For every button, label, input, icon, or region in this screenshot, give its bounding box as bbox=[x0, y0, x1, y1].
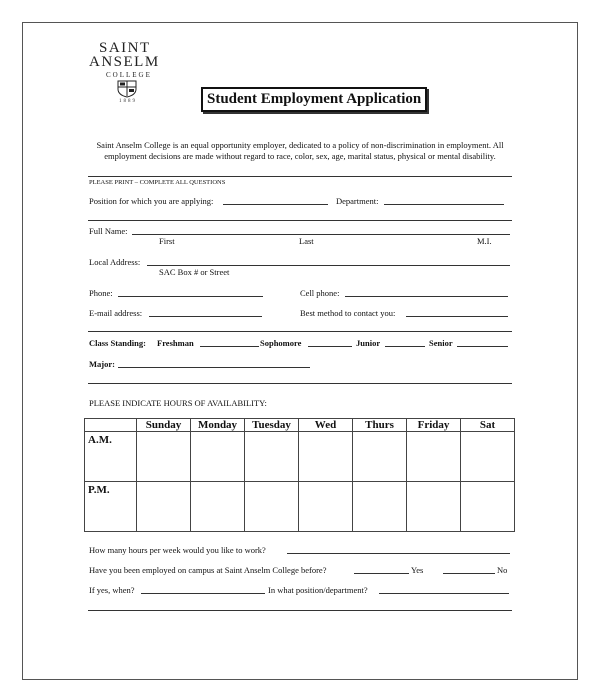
am-sunday-cell[interactable] bbox=[137, 432, 191, 482]
form-title: Student Employment Application bbox=[201, 87, 427, 112]
hours-per-week-label: How many hours per week would you like to work? bbox=[89, 545, 266, 555]
hours-per-week-field[interactable] bbox=[287, 545, 510, 554]
day-header-friday: Friday bbox=[407, 419, 461, 432]
day-header-sunday: Sunday bbox=[137, 419, 191, 432]
cell-phone-label: Cell phone: bbox=[300, 288, 340, 298]
pm-tuesday-cell[interactable] bbox=[245, 482, 299, 532]
yes-label: Yes bbox=[411, 565, 424, 575]
pm-thurs-cell[interactable] bbox=[353, 482, 407, 532]
local-address-label: Local Address: bbox=[89, 257, 141, 267]
logo-text-saint: SAINT bbox=[99, 40, 151, 56]
day-header-thurs: Thurs bbox=[353, 419, 407, 432]
junior-field[interactable] bbox=[385, 338, 425, 347]
cell-phone-field[interactable] bbox=[345, 288, 508, 297]
phone-label: Phone: bbox=[89, 288, 113, 298]
logo-text-anselm: ANSELM bbox=[89, 54, 160, 70]
class-standing-label: Class Standing: bbox=[89, 338, 146, 348]
employed-before-label: Have you been employed on campus at Saint Anselm College before? bbox=[89, 565, 327, 575]
sophomore-field[interactable] bbox=[308, 338, 352, 347]
am-tuesday-cell[interactable] bbox=[245, 432, 299, 482]
middle-initial-caption: M.I. bbox=[477, 236, 492, 246]
divider bbox=[88, 383, 512, 384]
availability-table bbox=[84, 418, 515, 532]
department-label: Department: bbox=[336, 196, 379, 206]
position-department-label: In what position/department? bbox=[268, 585, 368, 595]
form-page bbox=[22, 22, 578, 680]
major-field[interactable] bbox=[118, 359, 310, 368]
crest-icon bbox=[116, 80, 138, 98]
divider bbox=[88, 220, 512, 221]
first-name-caption: First bbox=[159, 236, 175, 246]
employed-no-field[interactable] bbox=[443, 565, 495, 574]
last-name-caption: Last bbox=[299, 236, 314, 246]
best-method-field[interactable] bbox=[406, 308, 508, 317]
senior-field[interactable] bbox=[457, 338, 508, 347]
local-address-field[interactable] bbox=[147, 257, 510, 266]
freshman-label: Freshman bbox=[157, 338, 194, 348]
best-method-label: Best method to contact you: bbox=[300, 308, 396, 318]
row-label-am: A.M. bbox=[85, 432, 137, 482]
junior-label: Junior bbox=[356, 338, 381, 348]
pm-monday-cell[interactable] bbox=[191, 482, 245, 532]
equal-opportunity-statement: Saint Anselm College is an equal opportunity employer, dedicated to a policy of non-discrimination in employment. All employment decisions are made without regard to race, color, sex, age, marital status, physical or mental disability. bbox=[96, 140, 504, 161]
day-header-sat: Sat bbox=[461, 419, 515, 432]
divider bbox=[88, 176, 512, 177]
position-department-field[interactable] bbox=[379, 585, 509, 594]
sophomore-label: Sophomore bbox=[260, 338, 302, 348]
full-name-field[interactable] bbox=[132, 226, 510, 235]
instructions: PLEASE PRINT – COMPLETE ALL QUESTIONS bbox=[89, 179, 226, 186]
position-label: Position for which you are applying: bbox=[89, 196, 214, 206]
phone-field[interactable] bbox=[118, 288, 263, 297]
if-yes-when-label: If yes, when? bbox=[89, 585, 135, 595]
pm-sat-cell[interactable] bbox=[461, 482, 515, 532]
freshman-field[interactable] bbox=[200, 338, 259, 347]
pm-friday-cell[interactable] bbox=[407, 482, 461, 532]
am-thurs-cell[interactable] bbox=[353, 432, 407, 482]
pm-sunday-cell[interactable] bbox=[137, 482, 191, 532]
corner-cell bbox=[85, 419, 137, 432]
day-header-monday: Monday bbox=[191, 419, 245, 432]
day-header-wed: Wed bbox=[299, 419, 353, 432]
logo-text-college: COLLEGE bbox=[106, 71, 152, 79]
sac-box-caption: SAC Box # or Street bbox=[159, 267, 230, 277]
divider bbox=[88, 331, 512, 332]
major-label: Major: bbox=[89, 359, 115, 369]
row-label-pm: P.M. bbox=[85, 482, 137, 532]
no-label: No bbox=[497, 565, 508, 575]
day-header-tuesday: Tuesday bbox=[245, 419, 299, 432]
am-wed-cell[interactable] bbox=[299, 432, 353, 482]
department-field[interactable] bbox=[384, 196, 504, 205]
logo-year: 1889 bbox=[119, 99, 137, 104]
am-friday-cell[interactable] bbox=[407, 432, 461, 482]
if-yes-when-field[interactable] bbox=[141, 585, 265, 594]
email-label: E-mail address: bbox=[89, 308, 143, 318]
email-field[interactable] bbox=[149, 308, 262, 317]
am-monday-cell[interactable] bbox=[191, 432, 245, 482]
full-name-label: Full Name: bbox=[89, 226, 128, 236]
divider bbox=[88, 610, 512, 611]
employed-yes-field[interactable] bbox=[354, 565, 409, 574]
availability-heading: PLEASE INDICATE HOURS OF AVAILABILITY: bbox=[89, 398, 267, 408]
am-sat-cell[interactable] bbox=[461, 432, 515, 482]
senior-label: Senior bbox=[429, 338, 453, 348]
pm-wed-cell[interactable] bbox=[299, 482, 353, 532]
position-field[interactable] bbox=[223, 196, 328, 205]
